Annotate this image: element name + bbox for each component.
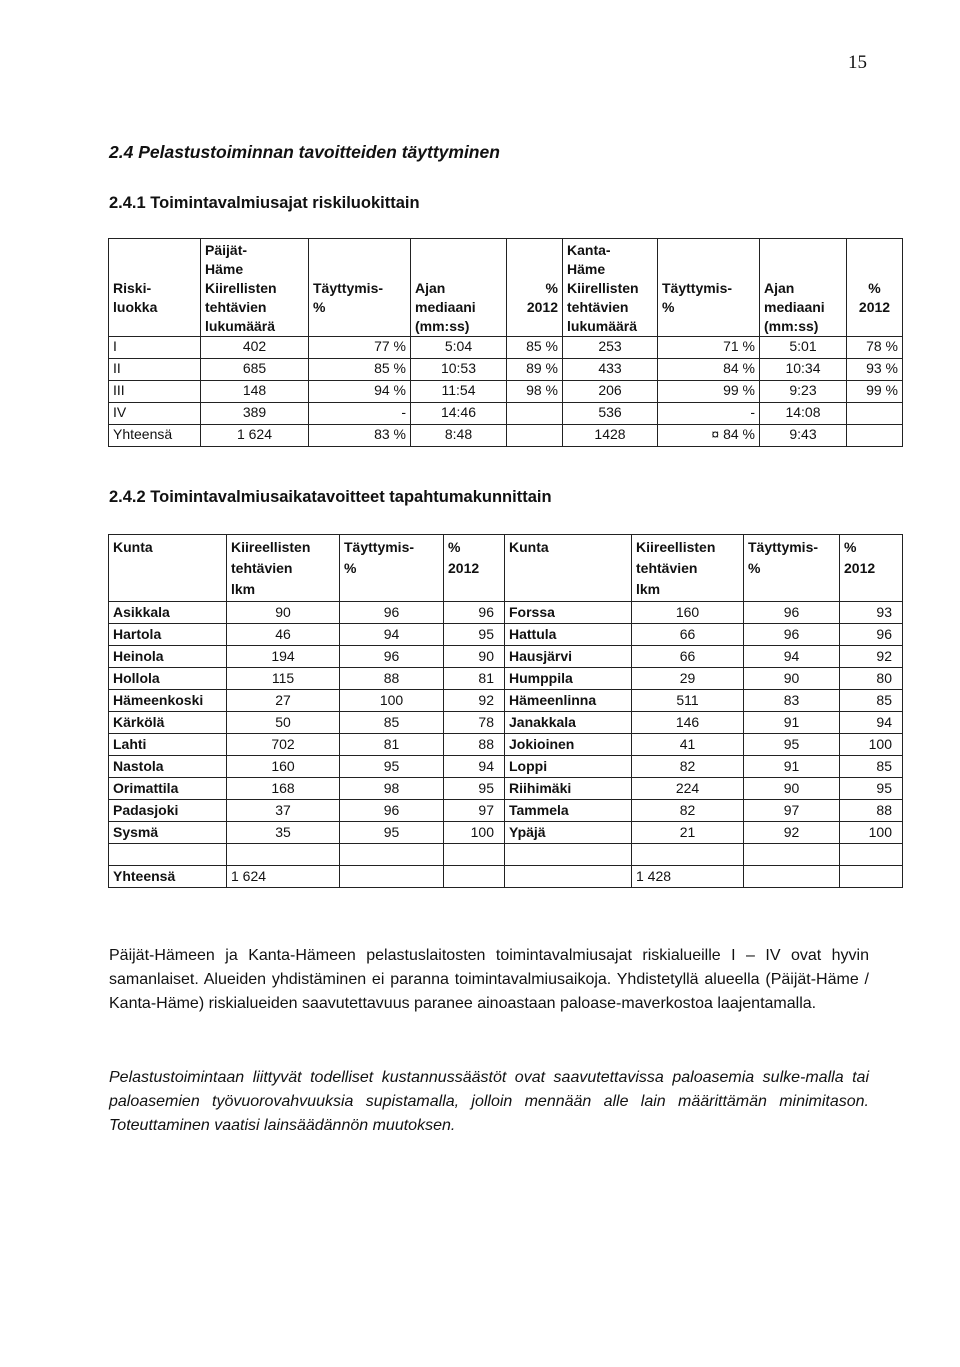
subsection-heading-municipalities: 2.4.2 Toimintavalmiusaikatavoitteet tapahtumakunnittain bbox=[109, 488, 552, 506]
header-fill-right: Täyttymis- % bbox=[744, 535, 840, 602]
table2-cell: 93 bbox=[840, 602, 903, 624]
table2-cell: 96 bbox=[340, 800, 444, 822]
table1-cell: 93 % bbox=[847, 359, 903, 381]
table1-cell: 14:08 bbox=[760, 403, 847, 425]
table2-cell: 94 bbox=[840, 712, 903, 734]
table2-cell: 21 bbox=[632, 822, 744, 844]
municipality-cell: Hattula bbox=[505, 624, 632, 646]
table2-cell: 85 bbox=[840, 690, 903, 712]
municipality-cell: Hartola bbox=[109, 624, 227, 646]
table2-cell: 98 bbox=[340, 778, 444, 800]
header-count-left: Kiireellisten tehtävien lkm bbox=[227, 535, 340, 602]
municipality-cell: Humppila bbox=[505, 668, 632, 690]
table2-cell: 92 bbox=[444, 690, 505, 712]
table1-cell: 1428 bbox=[563, 425, 658, 447]
table1-header-row bbox=[109, 239, 903, 337]
table2-row bbox=[109, 646, 903, 668]
municipality-cell: Orimattila bbox=[109, 778, 227, 800]
table2-cell: 115 bbox=[227, 668, 340, 690]
table2-cell: 29 bbox=[632, 668, 744, 690]
municipality-cell: Ypäjä bbox=[505, 822, 632, 844]
municipality-cell: Riihimäki bbox=[505, 778, 632, 800]
municipality-cell: Hollola bbox=[109, 668, 227, 690]
header-ph-count: Päijät- Häme Kiirellisten tehtävien lukumäärä bbox=[201, 239, 309, 337]
table1-row bbox=[109, 337, 903, 359]
table1-cell: 11:54 bbox=[411, 381, 507, 403]
municipality-cell: Loppi bbox=[505, 756, 632, 778]
municipality-cell: Hämeenkoski bbox=[109, 690, 227, 712]
header-risk-class: Riski- luokka bbox=[109, 239, 201, 337]
table2-cell: 88 bbox=[444, 734, 505, 756]
table1-cell: 1 624 bbox=[201, 425, 309, 447]
table1-cell: 8:48 bbox=[411, 425, 507, 447]
table1-cell: 98 % bbox=[507, 381, 563, 403]
municipality-response-table bbox=[108, 534, 903, 888]
table2-cell: 41 bbox=[632, 734, 744, 756]
table2-cell: 82 bbox=[632, 800, 744, 822]
table1-cell: 94 % bbox=[309, 381, 411, 403]
municipality-cell: Hausjärvi bbox=[505, 646, 632, 668]
table2-cell: 90 bbox=[444, 646, 505, 668]
table2-cell: 96 bbox=[744, 624, 840, 646]
municipality-cell: Forssa bbox=[505, 602, 632, 624]
table1-row bbox=[109, 425, 903, 447]
table2-cell: 511 bbox=[632, 690, 744, 712]
municipality-cell: Hämeenlinna bbox=[505, 690, 632, 712]
header-kunta-left: Kunta bbox=[109, 535, 227, 602]
table2-cell: 160 bbox=[632, 602, 744, 624]
table1-cell: 78 % bbox=[847, 337, 903, 359]
header-kh-fill: Täyttymis- % bbox=[658, 239, 760, 337]
total-label: Yhteensä bbox=[109, 866, 227, 888]
table2-spacer-row bbox=[109, 844, 903, 866]
header-ph-fill: Täyttymis- % bbox=[309, 239, 411, 337]
table1-cell: - bbox=[309, 403, 411, 425]
table2-cell: 82 bbox=[632, 756, 744, 778]
table1-cell: 83 % bbox=[309, 425, 411, 447]
municipality-cell: Sysmä bbox=[109, 822, 227, 844]
table1-cell: - bbox=[658, 403, 760, 425]
risk-class-cell: IV bbox=[109, 403, 201, 425]
municipality-cell: Tammela bbox=[505, 800, 632, 822]
table1-cell bbox=[507, 425, 563, 447]
table2-row bbox=[109, 800, 903, 822]
total-left-count: 1 624 bbox=[227, 866, 340, 888]
table2-cell: 90 bbox=[227, 602, 340, 624]
table2-cell: 90 bbox=[744, 668, 840, 690]
table1-cell: 685 bbox=[201, 359, 309, 381]
municipality-cell: Lahti bbox=[109, 734, 227, 756]
table2-cell: 96 bbox=[744, 602, 840, 624]
table2-cell: 224 bbox=[632, 778, 744, 800]
table2-cell: 100 bbox=[840, 734, 903, 756]
table1-cell bbox=[847, 403, 903, 425]
table1-cell: 10:34 bbox=[760, 359, 847, 381]
table2-cell: 96 bbox=[340, 602, 444, 624]
table2-cell: 46 bbox=[227, 624, 340, 646]
table1-cell: 206 bbox=[563, 381, 658, 403]
paragraph-costs: Pelastustoimintaan liittyvät todelliset kustannussäästöt ovat saavutettavissa paloasemia sulke-malla tai paloasemien työvuorovahvuuksia supistamalla, jolloin mennään alle lain määrittämän minimitason. Toteuttaminen vaatisi lainsäädännön muutoksen. bbox=[109, 1069, 869, 1134]
risk-class-cell: Yhteensä bbox=[109, 425, 201, 447]
table1-cell: 84 % bbox=[658, 359, 760, 381]
table2-cell: 95 bbox=[444, 778, 505, 800]
table2-cell: 95 bbox=[744, 734, 840, 756]
header-kh-median: Ajan mediaani (mm:ss) bbox=[760, 239, 847, 337]
table1-cell: 85 % bbox=[309, 359, 411, 381]
table2-cell: 85 bbox=[340, 712, 444, 734]
table2-cell: 94 bbox=[444, 756, 505, 778]
table2-cell: 91 bbox=[744, 712, 840, 734]
table2-cell: 81 bbox=[340, 734, 444, 756]
table2-cell: 81 bbox=[444, 668, 505, 690]
header-kh-pct2012: % 2012 bbox=[847, 239, 903, 337]
table1-cell: 71 % bbox=[658, 337, 760, 359]
table2-cell: 95 bbox=[444, 624, 505, 646]
table1-cell: 77 % bbox=[309, 337, 411, 359]
table2-cell: 85 bbox=[840, 756, 903, 778]
table1-cell: 99 % bbox=[658, 381, 760, 403]
table1-cell: 89 % bbox=[507, 359, 563, 381]
table1-cell: 253 bbox=[563, 337, 658, 359]
risk-class-cell: I bbox=[109, 337, 201, 359]
table1-cell: 433 bbox=[563, 359, 658, 381]
table2-cell: 78 bbox=[444, 712, 505, 734]
municipality-cell: Padasjoki bbox=[109, 800, 227, 822]
header-pct-right: % 2012 bbox=[840, 535, 903, 602]
table2-cell: 83 bbox=[744, 690, 840, 712]
municipality-cell: Nastola bbox=[109, 756, 227, 778]
table2-cell: 92 bbox=[744, 822, 840, 844]
risk-class-response-table bbox=[108, 238, 903, 447]
table1-cell: 5:01 bbox=[760, 337, 847, 359]
table2-row bbox=[109, 778, 903, 800]
table2-cell: 35 bbox=[227, 822, 340, 844]
table2-cell: 88 bbox=[840, 800, 903, 822]
table2-cell: 27 bbox=[227, 690, 340, 712]
table2-cell: 96 bbox=[840, 624, 903, 646]
municipality-cell: Jokioinen bbox=[505, 734, 632, 756]
table2-cell: 160 bbox=[227, 756, 340, 778]
header-ph-median: Ajan mediaani (mm:ss) bbox=[411, 239, 507, 337]
table1-row bbox=[109, 381, 903, 403]
table2-cell: 91 bbox=[744, 756, 840, 778]
table1-cell: ¤ 84 % bbox=[658, 425, 760, 447]
table2-cell: 100 bbox=[840, 822, 903, 844]
table2-cell: 66 bbox=[632, 624, 744, 646]
table1-cell: 9:43 bbox=[760, 425, 847, 447]
table1-cell: 536 bbox=[563, 403, 658, 425]
table2-row bbox=[109, 734, 903, 756]
table1-row bbox=[109, 359, 903, 381]
total-right-count: 1 428 bbox=[632, 866, 744, 888]
table2-row bbox=[109, 756, 903, 778]
table2-cell: 100 bbox=[444, 822, 505, 844]
table2-cell: 146 bbox=[632, 712, 744, 734]
table2-header-row bbox=[109, 535, 903, 602]
table1-cell bbox=[507, 403, 563, 425]
table2-total-row bbox=[109, 866, 903, 888]
table2-row bbox=[109, 822, 903, 844]
table2-cell: 97 bbox=[744, 800, 840, 822]
table1-cell: 402 bbox=[201, 337, 309, 359]
subsection-heading-risk-classes: 2.4.1 Toimintavalmiusajat riskiluokittain bbox=[109, 194, 420, 212]
risk-class-cell: III bbox=[109, 381, 201, 403]
table2-cell: 90 bbox=[744, 778, 840, 800]
table2-cell: 50 bbox=[227, 712, 340, 734]
risk-class-cell: II bbox=[109, 359, 201, 381]
municipality-cell: Heinola bbox=[109, 646, 227, 668]
table2-row bbox=[109, 602, 903, 624]
section-heading: 2.4 Pelastustoiminnan tavoitteiden täyttyminen bbox=[109, 142, 500, 162]
municipality-cell: Janakkala bbox=[505, 712, 632, 734]
table1-cell: 389 bbox=[201, 403, 309, 425]
table1-cell: 9:23 bbox=[760, 381, 847, 403]
table2-cell: 97 bbox=[444, 800, 505, 822]
table2-row bbox=[109, 624, 903, 646]
header-pct-left: % 2012 bbox=[444, 535, 505, 602]
header-ph-pct2012: % 2012 bbox=[507, 239, 563, 337]
table2-cell: 168 bbox=[227, 778, 340, 800]
table1-row bbox=[109, 403, 903, 425]
table2-cell: 88 bbox=[340, 668, 444, 690]
header-fill-left: Täyttymis- % bbox=[340, 535, 444, 602]
table2-cell: 96 bbox=[340, 646, 444, 668]
table1-cell: 85 % bbox=[507, 337, 563, 359]
table2-cell: 100 bbox=[340, 690, 444, 712]
table1-cell: 10:53 bbox=[411, 359, 507, 381]
table2-cell: 702 bbox=[227, 734, 340, 756]
table2-cell: 94 bbox=[340, 624, 444, 646]
table2-cell: 95 bbox=[340, 756, 444, 778]
table2-row bbox=[109, 712, 903, 734]
table2-cell: 37 bbox=[227, 800, 340, 822]
table2-cell: 94 bbox=[744, 646, 840, 668]
header-kunta-right: Kunta bbox=[505, 535, 632, 602]
page-number: 15 bbox=[848, 52, 867, 73]
table2-row bbox=[109, 668, 903, 690]
paragraph-conclusion: Päijät-Hämeen ja Kanta-Hämeen pelastuslaitosten toimintavalmiusajat riskialueille I – IV ovat hyvin samanlaiset. Alueiden yhdistäminen ei paranna toimintavalmiusaikoja. Yhdistetyllä alueella (Päijät-Häme / Kanta-Häme) riskialueiden saavutettavuus paranee ainoastaan paloase-maverkostoa laajentamalla. bbox=[109, 947, 869, 1012]
table2-cell: 96 bbox=[444, 602, 505, 624]
table2-cell: 95 bbox=[340, 822, 444, 844]
table2-cell: 95 bbox=[840, 778, 903, 800]
table1-cell bbox=[847, 425, 903, 447]
table1-cell: 5:04 bbox=[411, 337, 507, 359]
table2-cell: 66 bbox=[632, 646, 744, 668]
header-kh-count: Kanta- Häme Kiirellisten tehtävien lukumäärä bbox=[563, 239, 658, 337]
table2-row bbox=[109, 690, 903, 712]
table2-cell: 80 bbox=[840, 668, 903, 690]
table1-cell: 99 % bbox=[847, 381, 903, 403]
table2-cell: 92 bbox=[840, 646, 903, 668]
header-count-right: Kiireellisten tehtävien lkm bbox=[632, 535, 744, 602]
table1-cell: 14:46 bbox=[411, 403, 507, 425]
municipality-cell: Kärkölä bbox=[109, 712, 227, 734]
table2-cell: 194 bbox=[227, 646, 340, 668]
table1-cell: 148 bbox=[201, 381, 309, 403]
municipality-cell: Asikkala bbox=[109, 602, 227, 624]
